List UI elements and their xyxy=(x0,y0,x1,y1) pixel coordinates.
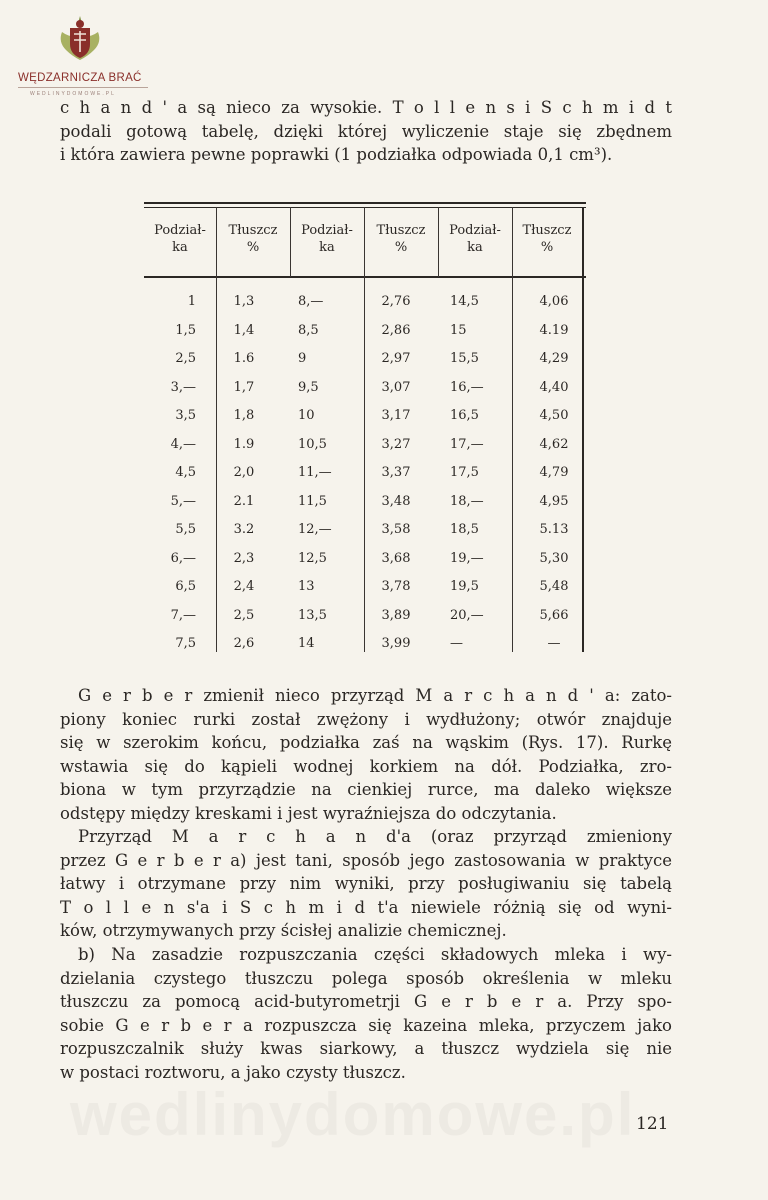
text-line: w postaci roztworu, a jako czysty tłuszcz. xyxy=(60,1062,406,1082)
table-cell: — xyxy=(547,636,561,651)
table-cell: 2,0 xyxy=(233,465,255,480)
text-line: podali gotową tabelę, dzięki której wyliczenie staje się zbędnem xyxy=(60,121,672,141)
table-cell: 16,— xyxy=(450,379,484,395)
gerber-paragraph xyxy=(60,684,672,825)
text-line: Przyrząd M a r c h a n d'a (oraz przyrząd zmieniony xyxy=(78,827,672,846)
table-cell: 19,5 xyxy=(450,579,479,594)
crest-icon xyxy=(54,14,106,66)
table-cell: 4,62 xyxy=(539,436,569,452)
text-line: biona w tym przyrządzie na cienkiej rurce, ma daleko większe xyxy=(60,780,672,799)
table-cell: 2,4 xyxy=(233,579,255,594)
table-cell: 1,3 xyxy=(233,294,255,309)
logo-name: WĘDZARNICZA BRAĆ xyxy=(18,72,142,84)
table-cell: 13,5 xyxy=(298,607,327,623)
table-cell: 1,4 xyxy=(233,322,255,338)
table-cell: 5,— xyxy=(170,493,196,509)
table-cell: 1.6 xyxy=(233,351,255,366)
table-cell: 3,27 xyxy=(381,436,411,452)
text-line: G e r b e r zmienił nieco przyrząd M a r c h a n d ' a: zato- xyxy=(78,686,672,705)
table-cell: 14 xyxy=(298,636,315,651)
table-header-rule xyxy=(144,276,586,278)
table-cell: 10,5 xyxy=(298,436,327,452)
table-cell: 4,50 xyxy=(539,408,569,423)
header-podzialka-1: Podział- ka xyxy=(154,223,206,255)
table-cell: 6,5 xyxy=(175,579,196,594)
column-divider xyxy=(364,207,365,652)
table-cell: 15,5 xyxy=(450,351,479,366)
logo-subtitle: WEDLINYDOMOWE.PL xyxy=(30,91,116,97)
table-cell: 2,3 xyxy=(233,550,255,566)
text-line: przez G e r b e r a) jest tani, sposób jego zastosowania w praktyce xyxy=(60,850,672,870)
watermark: wedlinydomowe.pl xyxy=(70,1081,636,1148)
table-cell: 2,76 xyxy=(381,294,411,309)
text-line: się w szerokim końcu, podziałka zaś na wąskim (Rys. 17). Rurkę xyxy=(60,733,672,752)
table-cell: 7,— xyxy=(170,607,196,623)
table-cell: 3,07 xyxy=(381,379,411,395)
table-cell: 1.9 xyxy=(233,436,255,452)
text-line: wstawia się do kąpieli wodnej korkiem na dół. Podziałka, zro- xyxy=(60,756,672,776)
table-cell: 9,5 xyxy=(298,379,319,395)
table-cell: — xyxy=(450,636,463,651)
table-cell: 1,7 xyxy=(233,379,255,395)
table-cell: 3,17 xyxy=(381,408,411,423)
table-cell: 4,5 xyxy=(175,465,196,480)
text-line: ków, otrzymywanych przy ścisłej analizie chemicznej. xyxy=(60,921,507,940)
acid-butyrometry-paragraph xyxy=(60,943,672,1084)
text-line: piony koniec rurki został zwężony i wydłużony; otwór znajduje xyxy=(60,709,672,729)
table-cell: 7,5 xyxy=(175,636,196,651)
table-cell: 2,6 xyxy=(233,636,255,651)
text-line: sobie G e r b e r a rozpuszcza się kazeina mleka, przyczem jako xyxy=(60,1015,672,1035)
table-cell: 17,5 xyxy=(450,465,479,480)
table-cell: 12,— xyxy=(298,522,332,537)
header-tluszcz-2: Tłuszcz % xyxy=(376,223,426,255)
table-cell: 17,— xyxy=(450,436,484,452)
table-top-rule-inner xyxy=(144,207,586,208)
table-cell: 3,78 xyxy=(381,579,411,594)
text-line: dzielania czystego tłuszczu polega sposób określenia w mleku xyxy=(60,968,672,988)
text-line: tłuszczu za pomocą acid-butyrometrji G e r b e r a. Przy spo- xyxy=(60,992,672,1011)
text-line: odstępy między kreskami i jest wyraźniejsza do odczytania. xyxy=(60,803,557,823)
table-cell: 2,86 xyxy=(381,322,411,338)
table-cell: 16,5 xyxy=(450,408,479,423)
table-cell: 2,5 xyxy=(233,607,255,623)
table-cell: 5,66 xyxy=(539,607,569,623)
table-cell: 3,89 xyxy=(381,607,411,623)
table-cell: 9 xyxy=(298,351,307,366)
conversion-table xyxy=(144,202,586,652)
text-line: i która zawiera pewne poprawki (1 podziałka odpowiada 0,1 cm³). xyxy=(60,145,613,164)
table-cell: 2,97 xyxy=(381,351,411,366)
header-tluszcz-3: Tłuszcz % xyxy=(522,223,572,255)
table-cell: 3,48 xyxy=(381,493,411,509)
table-cell: 19,— xyxy=(450,550,484,566)
logo-divider xyxy=(18,87,148,88)
table-cell: 5.13 xyxy=(539,522,569,537)
site-logo[interactable] xyxy=(18,8,148,98)
table-cell: 20,— xyxy=(450,607,484,623)
table-cell: 11,5 xyxy=(298,493,327,509)
text-line: T o l l e n s'a i S c h m i d t'a niewiele różnią się od wyni- xyxy=(60,897,672,917)
text-line: c h a n d ' a są nieco za wysokie. T o l l e n s i S c h m i d t xyxy=(60,98,672,117)
table-cell: 3,37 xyxy=(381,465,411,480)
table-cell: 2.1 xyxy=(233,493,255,509)
table-cell: 1 xyxy=(187,294,196,309)
table-cell: 8,5 xyxy=(298,322,319,338)
intro-paragraph xyxy=(60,96,672,167)
table-cell: 3,99 xyxy=(381,636,411,651)
table-cell: 12,5 xyxy=(298,550,327,566)
table-cell: 5,48 xyxy=(539,579,569,594)
table-cell: 5,5 xyxy=(175,522,196,537)
table-cell: 3.2 xyxy=(233,522,255,537)
table-cell: 18,— xyxy=(450,493,484,509)
page-number: 121 xyxy=(636,1114,669,1134)
header-tluszcz-1: Tłuszcz % xyxy=(228,223,278,255)
table-top-rule xyxy=(144,202,586,204)
table-cell: 2,5 xyxy=(175,351,196,366)
table-cell: 4,40 xyxy=(539,379,569,395)
table-cell: 10 xyxy=(298,408,315,423)
table-cell: 8,— xyxy=(298,294,324,309)
column-divider xyxy=(512,207,513,652)
table-cell: 3,68 xyxy=(381,550,411,566)
column-divider xyxy=(216,207,217,652)
header-podzialka-3: Podział- ka xyxy=(449,223,501,255)
table-cell: 14,5 xyxy=(450,294,479,309)
table-cell: 1,8 xyxy=(233,408,255,423)
table-cell: 4.19 xyxy=(539,322,569,338)
table-cell: 18,5 xyxy=(450,522,479,537)
table-cell: 15 xyxy=(450,322,467,338)
text-line: rozpuszczalnik służy kwas siarkowy, a tłuszcz wydziela się nie xyxy=(60,1039,672,1058)
header-podzialka-2: Podział- ka xyxy=(301,223,353,255)
table-cell: 3,— xyxy=(170,379,196,395)
table-cell: 11,— xyxy=(298,465,332,480)
table-cell: 3,58 xyxy=(381,522,411,537)
table-cell: 1,5 xyxy=(175,322,196,338)
text-line: b) Na zasadzie rozpuszczania części składowych mleka i wy- xyxy=(78,945,672,964)
table-cell: 4,06 xyxy=(539,294,569,309)
table-cell: 5,30 xyxy=(539,550,569,566)
table-cell: 6,— xyxy=(170,550,196,566)
table-cell: 4,95 xyxy=(539,493,569,509)
table-cell: 4,79 xyxy=(539,465,569,480)
text-line: łatwy i otrzymane przy nim wyniki, przy posługiwaniu się tabelą xyxy=(60,874,672,893)
marchand-paragraph xyxy=(60,825,672,943)
table-cell: 13 xyxy=(298,579,315,594)
table-cell: 3,5 xyxy=(175,408,196,423)
table-cell: 4,— xyxy=(170,436,196,452)
table-cell: 4,29 xyxy=(539,351,569,366)
